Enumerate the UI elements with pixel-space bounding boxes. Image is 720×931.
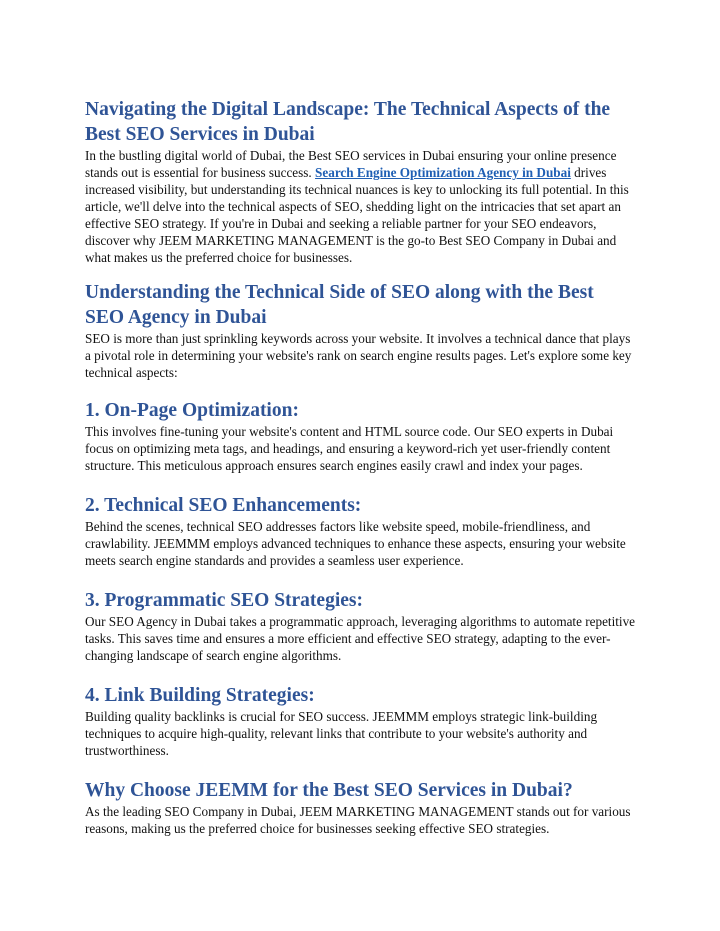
section-heading: 4. Link Building Strategies: bbox=[85, 685, 315, 706]
page-title: Navigating the Digital Landscape: The Technical Aspects of the Best SEO Services in Dubai bbox=[85, 99, 611, 145]
section-technical-side bbox=[85, 280, 637, 381]
intro-paragraph bbox=[85, 147, 637, 266]
section-programmatic-seo bbox=[85, 588, 637, 664]
section-paragraph: Behind the scenes, technical SEO addresses factors like website speed, mobile-friendliness, and crawlability. JEEMMM employs advanced techniques to enhance these aspects, ensuring your website meets search engine standards and provides a seamless user experience. bbox=[85, 519, 626, 568]
section-paragraph: As the leading SEO Company in Dubai, JEEM MARKETING MANAGEMENT stands out for various reasons, making us the preferred choice for businesses seeking effective SEO strategies. bbox=[85, 804, 631, 836]
section-paragraph: Building quality backlinks is crucial for SEO success. JEEMMM employs strategic link-building techniques to acquire high-quality, relevant links that contribute to your website's authority and trustworthiness. bbox=[85, 709, 598, 758]
section-paragraph: This involves fine-tuning your website's content and HTML source code. Our SEO experts in Dubai focus on optimizing meta tags, and headings, and ensuring a keyword-rich yet user-friendly content structure. This meticulous approach ensures search engines easily crawl and index your pages. bbox=[85, 424, 614, 473]
section-paragraph: Our SEO Agency in Dubai takes a programmatic approach, leveraging algorithms to automate repetitive tasks. This saves time and ensures a more efficient and effective SEO strategy, adapting to the ever-changing landscape of search engine algorithms. bbox=[85, 614, 636, 663]
section-why-choose-jeemm bbox=[85, 778, 637, 837]
section-link-building bbox=[85, 683, 637, 759]
section-heading: Why Choose JEEMM for the Best SEO Services in Dubai? bbox=[85, 780, 573, 801]
section-intro bbox=[85, 97, 637, 266]
section-paragraph: SEO is more than just sprinkling keywords across your website. It involves a technical dance that plays a pivotal role in determining your website's rank on search engine results pages. Let's explore some key technical aspects: bbox=[85, 331, 632, 380]
section-heading: Understanding the Technical Side of SEO along with the Best SEO Agency in Dubai bbox=[85, 282, 594, 328]
seo-agency-dubai-link[interactable]: Search Engine Optimization Agency in Dubai bbox=[315, 165, 571, 180]
section-heading: 3. Programmatic SEO Strategies: bbox=[85, 590, 363, 611]
section-heading: 2. Technical SEO Enhancements: bbox=[85, 495, 362, 516]
section-heading: 1. On-Page Optimization: bbox=[85, 400, 299, 421]
intro-text-after-link: drives increased visibility, but understanding its technical nuances is key to unlocking its full potential. In this article, we'll delve into the technical aspects of SEO, shedding light on the intricacies that set apart an effective SEO strategy. If you're in Dubai and seeking a reliable partner for your SEO endeavors, discover why JEEM MARKETING MANAGEMENT is the go-to Best SEO Company in Dubai and what makes us the preferred choice for businesses. bbox=[85, 165, 629, 265]
intro-text-before-link: In the bustling digital world of Dubai, the Best SEO services in Dubai ensuring your online presence stands out is essential for business success. bbox=[85, 148, 617, 180]
section-on-page-optimization bbox=[85, 398, 637, 474]
section-technical-seo-enhancements bbox=[85, 493, 637, 569]
document-page bbox=[85, 97, 637, 837]
